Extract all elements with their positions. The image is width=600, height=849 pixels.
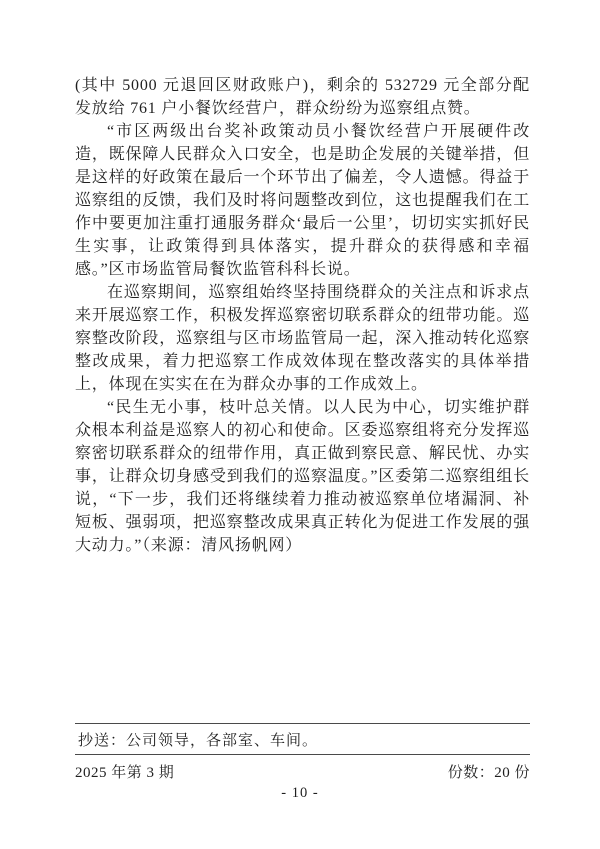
document-body [75,74,530,557]
body-paragraph-inspection-period: 在巡察期间，巡察组始终坚持围绕群众的关注点和诉求点来开展巡察工作，积极发挥巡察密切联系群众的纽带功能。巡察整改阶段，巡察组与区市场监管局一起，深入推动转化巡察整改成果，着力把巡察工作成效体现在整改落实的具体举措上，体现在实实在在为群众办事的工作成效上。 [75,284,530,393]
cc-line: 抄送：公司领导，各部室、车间。 [78,733,319,749]
issue-row [75,755,530,782]
copies-label: 份数：20 份 [447,765,530,781]
document-footer [75,723,530,782]
page-number: - 10 - [281,785,319,801]
body-paragraph-quote-livelihood: “民生无小事，枝叶总关情。以人民为中心，切实维护群众根本利益是巡察人的初心和使命。区委巡察组将充分发挥巡察密切联系群众的纽带作用，真正做到察民意、解民忧、办实事，让群众切身感受到我们的巡察温度。”区委第二巡察组组长说，“下一步，我们还将继续着力推动被巡察单位堵漏洞、补短板、强弱项，把巡察整改成果真正转化为促进工作发展的强大动力。”（来源：清风扬帆网） [75,399,530,554]
issue-label: 2025 年第 3 期 [75,765,175,781]
body-paragraph-quote-policy: “市区两级出台奖补政策动员小餐饮经营户开展硬件改造，既保障人民群众入口安全，也是助企发展的关键举措，但是这样的好政策在最后一个环节出了偏差，令人遗憾。得益于巡察组的反馈，我们及时将问题整改到位，这也提醒我们在工作中要更加注重打通服务群众‘最后一公里’，切切实实抓好民生实事，让政策得到具体落实，提升群众的获得感和幸福感。”区市场监管局餐饮监管科科长说。 [75,123,530,278]
body-paragraph-continuation: (其中 5000 元退回区财政账户)，剩余的 532729 元全部分配发放给 761 户小餐饮经营户，群众纷纷为巡察组点赞。 [75,77,530,117]
